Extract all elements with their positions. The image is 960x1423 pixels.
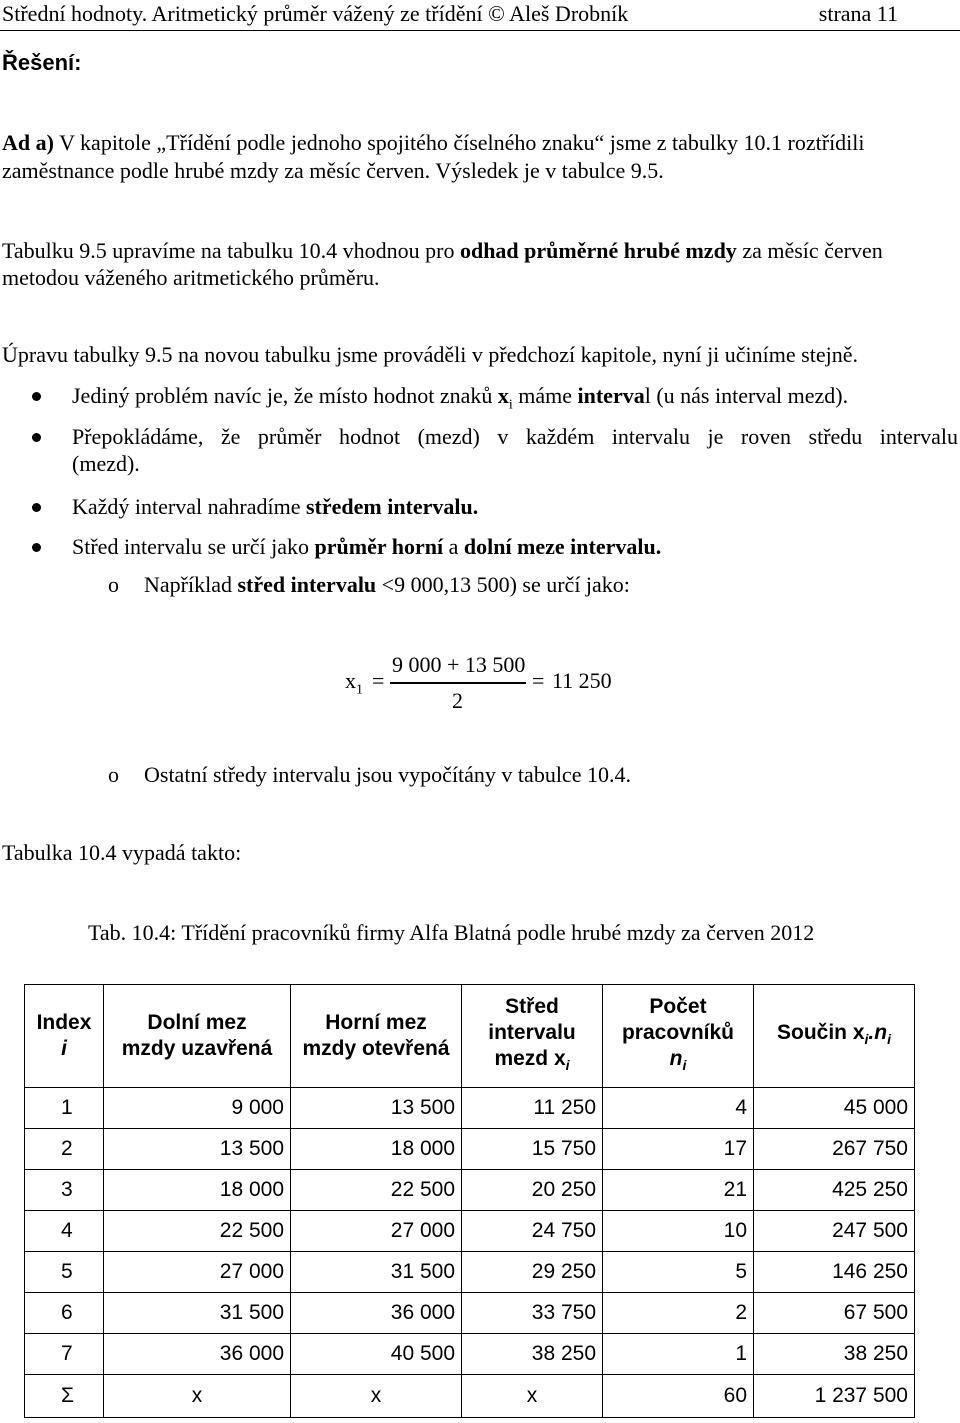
col-mid-l1: Střed xyxy=(505,994,559,1018)
b3-bold: středem intervalu. xyxy=(305,494,479,519)
col-index xyxy=(25,985,104,1088)
formula-denominator: 2 xyxy=(452,688,463,713)
table-row xyxy=(25,1252,915,1293)
col-lower-l2: mzdy uzavřená xyxy=(121,1037,273,1060)
col-prod-sub2: i xyxy=(887,1031,891,1048)
table-cell: 1 xyxy=(603,1334,754,1375)
bullet-4 xyxy=(72,532,661,562)
table-cell: 146 250 xyxy=(754,1252,915,1293)
col-mid-sub: i xyxy=(565,1057,570,1074)
col-prod-mid: .n xyxy=(868,1020,888,1044)
col-mid-l3: mezd x xyxy=(494,1046,566,1070)
col-mid xyxy=(462,985,603,1088)
sub1-bold: střed intervalu xyxy=(237,572,377,597)
table-cell: 4 xyxy=(25,1211,104,1252)
table-cell: 10 xyxy=(603,1211,754,1252)
sub1-post: <9 000,13 500) se určí jako: xyxy=(381,572,630,597)
col-count-sub: i xyxy=(682,1057,687,1074)
table-cell: 60 xyxy=(603,1375,754,1418)
table-cell: 67 500 xyxy=(754,1293,915,1334)
table-row xyxy=(25,1088,915,1129)
table-cell: 2 xyxy=(25,1129,104,1170)
b1-x: x xyxy=(497,383,509,408)
table-cell: 38 250 xyxy=(754,1334,915,1375)
col-prod-sub1: i xyxy=(864,1031,869,1048)
para2-bold: odhad průměrné hrubé mzdy xyxy=(459,238,737,263)
bullet-icon xyxy=(32,543,41,552)
b1-sub: i xyxy=(508,397,513,413)
bullet-2-line1: Přepokládáme, že průměr hodnot (mezd) v každém intervalu je roven středu intervalu xyxy=(72,424,958,449)
table-cell: 15 750 xyxy=(462,1129,603,1170)
b3-pre: Každý interval nahradíme xyxy=(72,494,301,519)
table-cell: 1 237 500 xyxy=(754,1375,915,1418)
b1-mid: máme xyxy=(518,383,572,408)
table-cell: 24 750 xyxy=(462,1211,603,1252)
formula-x: x xyxy=(345,668,356,693)
fraction-bar xyxy=(390,682,526,684)
solution-heading: Řešení: xyxy=(2,50,82,75)
formula-eq1: = xyxy=(372,668,385,693)
table-cell: 22 500 xyxy=(291,1170,462,1211)
para2-post: za měsíc červen xyxy=(742,238,883,263)
table-cell: x xyxy=(291,1375,462,1418)
para4: Tabulka 10.4 vypadá takto: xyxy=(2,840,242,865)
col-count-l1: Počet xyxy=(649,994,707,1018)
b1-pre: Jediný problém navíc je, že místo hodnot znaků xyxy=(72,383,493,408)
col-lower xyxy=(104,985,291,1088)
bullet-2-line2: (mezd). xyxy=(72,451,140,476)
table-cell: 13 500 xyxy=(104,1129,291,1170)
table-cell: 36 000 xyxy=(291,1293,462,1334)
col-count-l3: n xyxy=(669,1046,683,1070)
para2-pre: Tabulku 9.5 upravíme na tabulku 10.4 vhodnou pro xyxy=(2,238,455,263)
bullet-icon xyxy=(32,392,41,401)
table-cell: 21 xyxy=(603,1170,754,1211)
table-row xyxy=(25,1170,915,1211)
table-cell: 4 xyxy=(603,1088,754,1129)
table-cell: Σ xyxy=(25,1375,104,1418)
col-count-l2: pracovníků xyxy=(621,1020,735,1044)
table-cell: 5 xyxy=(603,1252,754,1293)
table-cell: 7 xyxy=(25,1334,104,1375)
para1-text1: V kapitole „Třídění podle jednoho spojitého číselného znaku“ jsme z tabulky 10.1 roztřídili xyxy=(59,130,865,155)
col-count xyxy=(603,985,754,1088)
table-cell: 11 250 xyxy=(462,1088,603,1129)
b4-bold1: průměr horní xyxy=(314,534,444,559)
table-cell: 17 xyxy=(603,1129,754,1170)
col-lower-l1: Dolní mez xyxy=(147,1011,247,1034)
formula-numerator: 9 000 + 13 500 xyxy=(392,652,526,677)
table-cell: 18 000 xyxy=(291,1129,462,1170)
table-caption: Tab. 10.4: Třídění pracovníků firmy Alfa Blatná podle hrubé mzdy za červen 2012 xyxy=(88,920,815,945)
bullet-icon xyxy=(32,503,41,512)
table-cell: x xyxy=(462,1375,603,1418)
page-number: strana 11 xyxy=(818,1,898,26)
b4-pre: Střed intervalu se určí jako xyxy=(72,534,310,559)
para1-line2: zaměstnance podle hrubé mzdy za měsíc červen. Výsledek je v tabulce 9.5. xyxy=(2,158,664,183)
table-sum-row xyxy=(25,1375,915,1418)
para1-lead: Ad a) xyxy=(2,130,54,155)
col-upper-l2: mzdy otevřená xyxy=(302,1037,450,1060)
formula-eq2: = xyxy=(532,668,545,693)
table-cell: 31 500 xyxy=(104,1293,291,1334)
col-index-label: Index xyxy=(36,1011,92,1034)
sub1-pre: Například xyxy=(144,572,232,597)
col-product xyxy=(754,985,915,1088)
b1-post: l (u nás interval mezd). xyxy=(644,383,849,408)
col-upper-l1: Horní mez xyxy=(325,1011,427,1034)
table-cell: 247 500 xyxy=(754,1211,915,1252)
table-cell: 20 250 xyxy=(462,1170,603,1211)
sub1-marker: o xyxy=(108,572,119,597)
table-cell: 27 000 xyxy=(291,1211,462,1252)
table-cell: 13 500 xyxy=(291,1088,462,1129)
table-cell: 38 250 xyxy=(462,1334,603,1375)
header-title: Střední hodnoty. Aritmetický průměr vážený ze třídění © Aleš Drobník xyxy=(2,1,629,26)
table-cell: 6 xyxy=(25,1293,104,1334)
table-cell: 18 000 xyxy=(104,1170,291,1211)
b1-bold: interva xyxy=(577,383,645,408)
data-table xyxy=(24,984,915,1418)
table-cell: x xyxy=(104,1375,291,1418)
col-mid-l2: intervalu xyxy=(488,1020,576,1044)
page-header xyxy=(0,0,960,31)
table-row xyxy=(25,1211,915,1252)
para1-line1 xyxy=(2,128,865,158)
sub1 xyxy=(144,570,630,600)
table-cell: 3 xyxy=(25,1170,104,1211)
table-cell: 40 500 xyxy=(291,1334,462,1375)
formula-result: 11 250 xyxy=(552,668,612,693)
table-row xyxy=(25,1129,915,1170)
table-cell: 36 000 xyxy=(104,1334,291,1375)
bullet-3 xyxy=(72,492,478,522)
table-cell: 9 000 xyxy=(104,1088,291,1129)
para2-line2: metodou váženého aritmetického průměru. xyxy=(2,265,380,290)
para3: Úpravu tabulky 9.5 na novou tabulku jsme prováděli v předchozí kapitole, nyní ji učiníme stejně. xyxy=(2,342,858,367)
col-upper xyxy=(291,985,462,1088)
table-cell: 31 500 xyxy=(291,1252,462,1293)
table-cell: 27 000 xyxy=(104,1252,291,1293)
table-cell: 267 750 xyxy=(754,1129,915,1170)
formula-lhs xyxy=(345,666,363,705)
table-header-row xyxy=(25,985,915,1088)
table-cell: 33 750 xyxy=(462,1293,603,1334)
table-cell: 29 250 xyxy=(462,1252,603,1293)
table-cell: 1 xyxy=(25,1088,104,1129)
table-row xyxy=(25,1293,915,1334)
b4-bold2: dolní meze intervalu. xyxy=(463,534,662,559)
table-cell: 22 500 xyxy=(104,1211,291,1252)
para2-line1 xyxy=(2,236,883,266)
formula-x-sub: 1 xyxy=(356,682,363,698)
bullet-1 xyxy=(72,381,848,420)
sub2-text: Ostatní středy intervalu jsou vypočítány v tabulce 10.4. xyxy=(144,762,631,787)
table-row xyxy=(25,1334,915,1375)
table-cell: 2 xyxy=(603,1293,754,1334)
sub2-marker: o xyxy=(108,762,119,787)
bullet-icon xyxy=(32,433,41,442)
table-cell: 425 250 xyxy=(754,1170,915,1211)
col-index-sym: i xyxy=(61,1037,67,1060)
b4-mid: a xyxy=(448,534,459,559)
table-cell: 45 000 xyxy=(754,1088,915,1129)
col-prod-pre: Součin x xyxy=(777,1020,865,1044)
table-cell: 5 xyxy=(25,1252,104,1293)
